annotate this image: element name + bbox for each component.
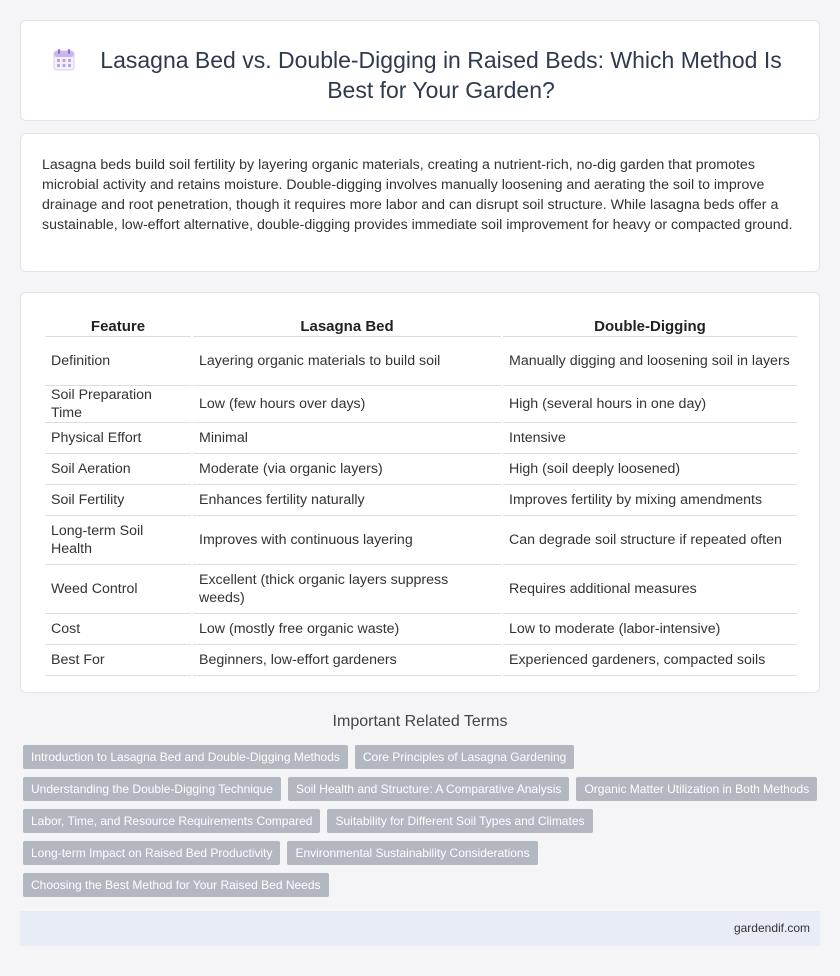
table-cell: Can degrade soil structure if repeated often: [503, 516, 797, 565]
related-terms-tags: [23, 745, 823, 905]
related-terms-title: Important Related Terms: [332, 713, 508, 730]
related-tag[interactable]: Understanding the Double-Digging Technique: [23, 777, 281, 801]
intro-paragraph: Lasagna beds build soil fertility by layering organic materials, creating a nutrient-rich, no-dig garden that promotes microbial activity and retains moisture. Double-digging involves manually loosening and aerating the soil to improve drainage and root penetration, though it requires more labor and can disrupt soil structure. While lasagna beds offer a sustainable, low-effort alternative, double-digging provides immediate soil improvement for heavy or compacted ground.: [42, 157, 793, 233]
comparison-table-card: [20, 292, 820, 693]
table-cell: Beginners, low-effort gardeners: [193, 645, 501, 676]
table-cell: Moderate (via organic layers): [193, 454, 501, 485]
table-cell: Physical Effort: [45, 423, 191, 454]
table-cell: Low (few hours over days): [193, 386, 501, 423]
table-cell: Experienced gardeners, compacted soils: [503, 645, 797, 676]
footer-site-link[interactable]: gardendif.com: [733, 921, 810, 935]
table-row: [45, 565, 797, 614]
table-cell: Long-term Soil Health: [45, 516, 191, 565]
table-cell: Intensive: [503, 423, 797, 454]
table-row: [45, 614, 797, 645]
table-cell: Low (mostly free organic waste): [193, 614, 501, 645]
table-cell: Low to moderate (labor-intensive): [503, 614, 797, 645]
table-header-double-digging: Double-Digging: [503, 317, 797, 337]
table-cell: Manually digging and loosening soil in layers: [503, 337, 797, 386]
comparison-table: [43, 317, 799, 676]
table-row: [45, 454, 797, 485]
table-cell: Best For: [45, 645, 191, 676]
table-row: [45, 516, 797, 565]
table-cell: Requires additional measures: [503, 565, 797, 614]
related-tag[interactable]: Core Principles of Lasagna Gardening: [355, 745, 574, 769]
table-cell: Weed Control: [45, 565, 191, 614]
table-cell: Improves fertility by mixing amendments: [503, 485, 797, 516]
related-tag[interactable]: Organic Matter Utilization in Both Methods: [576, 777, 817, 801]
related-tag[interactable]: Long-term Impact on Raised Bed Productivity: [23, 841, 280, 865]
table-cell: Soil Preparation Time: [45, 386, 191, 423]
table-cell: High (soil deeply loosened): [503, 454, 797, 485]
page-title: Lasagna Bed vs. Double-Digging in Raised Beds: Which Method Is Best for Your Garden?: [100, 47, 782, 103]
table-cell: Soil Fertility: [45, 485, 191, 516]
table-cell: High (several hours in one day): [503, 386, 797, 423]
related-tag[interactable]: Suitability for Different Soil Types and Climates: [327, 809, 592, 833]
related-tag[interactable]: Labor, Time, and Resource Requirements Compared: [23, 809, 320, 833]
table-cell: Enhances fertility naturally: [193, 485, 501, 516]
related-tag[interactable]: Environmental Sustainability Considerations: [287, 841, 537, 865]
table-row: [45, 485, 797, 516]
table-header-lasagna-bed: Lasagna Bed: [193, 317, 501, 337]
table-header-feature: Feature: [45, 317, 191, 337]
related-tag[interactable]: Choosing the Best Method for Your Raised Bed Needs: [23, 873, 329, 897]
header-card: [20, 20, 820, 121]
table-cell: Soil Aeration: [45, 454, 191, 485]
table-cell: Cost: [45, 614, 191, 645]
table-cell: Improves with continuous layering: [193, 516, 501, 565]
table-row: [45, 386, 797, 423]
intro-card: [20, 133, 820, 272]
table-row: [45, 645, 797, 676]
related-tag[interactable]: Soil Health and Structure: A Comparative Analysis: [288, 777, 569, 801]
table-cell: Definition: [45, 337, 191, 386]
footer: [20, 911, 820, 946]
table-cell: Layering organic materials to build soil: [193, 337, 501, 386]
table-row: [45, 337, 797, 386]
table-cell: Excellent (thick organic layers suppress weeds): [193, 565, 501, 614]
related-tag[interactable]: Introduction to Lasagna Bed and Double-Digging Methods: [23, 745, 348, 769]
table-row: [45, 423, 797, 454]
table-cell: Minimal: [193, 423, 501, 454]
